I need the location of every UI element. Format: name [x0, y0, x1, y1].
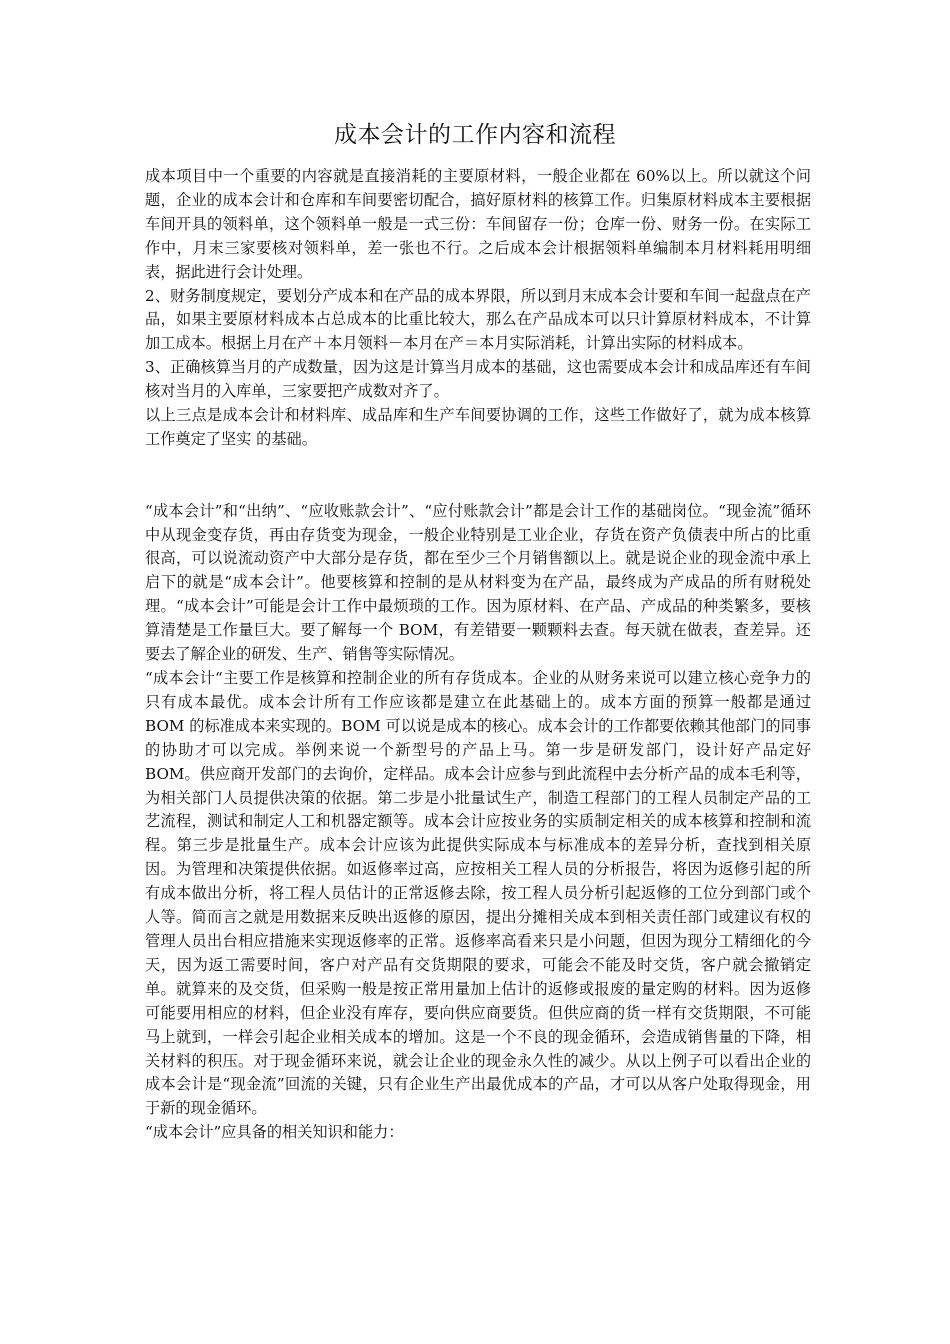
- document-title: 成本会计的工作内容和流程: [334, 122, 616, 148]
- paragraph-point-2: 2、财务制度规定，要划分产成本和在产品的成本界限，所以到月末成本会计要和车间一起盘点在产品，如果主要原材料成本占总成本的比重比较大，那么在产品成本可以只计算原材料成本，不计算加工成本。根据上月在产＋本月领料－本月在产＝本月实际消耗，计算出实际的材料成本。: [145, 286, 811, 353]
- section-gap: [145, 452, 811, 500]
- paragraph-direct-materials: 成本项目中一个重要的内容就是直接消耗的主要原材料，一般企业都在 60%以上。所以就这个问题，企业的成本会计和仓库和车间要密切配合，搞好原材料的核算工作。归集原材料成本主要根据车间开具的领料单，这个领料单一般是一式三份：车间留存一份；仓库一份、财务一份。在实际工作中，月末三家要核对领料单，差一张也不行。之后成本会计根据领料单编制本月材料耗用明细表，据此进行会计处理。: [145, 167, 811, 281]
- paragraph-basic-positions: “成本会计”和“出纳”、“应收账款会计”、“应付账款会计”都是会计工作的基础岗位。“现金流”循环中从现金变存货，再由存货变为现金，一般企业特别是工业企业，存货在资产负债表中所占的比重很高，可以说流动资产中大部分是存货，都在至少三个月销售额以上。就是说企业的现金流中承上启下的就是“成本会计”。他要核算和控制的是从材料变为在产品，最终成为产成品的所有财税处理。“成本会计”可能是会计工作中最烦琐的工作。因为原材料、在产品、产成品的种类繁多，要核算清楚是工作量巨大。要了解每一个 BOM，有差错要一颗颗料去查。每天就在做表，查差异。还要去了解企业的研发、生产、销售等实际情况。: [145, 501, 811, 664]
- document-body: [145, 165, 811, 1145]
- paragraph-point-3: 3、正确核算当月的产成数量，因为这是计算当月成本的基础，这也需要成本会计和成品库还有车间核对当月的入库单，三家要把产成数对齐了。: [145, 358, 811, 401]
- paragraph-knowledge-heading: “成本会计”应具备的相关知识和能力：: [145, 1123, 404, 1142]
- paragraph-main-work: “成本会计“主要工作是核算和控制企业的所有存货成本。企业的从财务来说可以建立核心竞争力的只有成本最优。成本会计所有工作应该都是建立在此基础上的。成本方面的预算一般都是通过 BOM 的标准成本来实现的。BOM 可以说是成本的核心。成本会计的工作都要依赖其他部门的同事的协助才可以完成。举例来说一个新型号的产品上马。第一步是研发部门，设计好产品定好 BOM。供应商开发部门的去询价，定样品。成本会计应参与到此流程中去分析产品的成本毛利等，为相关部门人员提供决策的依据。第二步是小批量试生产，制造工程部门的工程人员制定产品的工艺流程，测试和制定人工和机器定额等。成本会计应按业务的实质制定相关的成本核算和控制和流程。第三步是批量生产。成本会计应该为此提供实际成本与标准成本的差异分析，查找到相关原因。为管理和决策提供依据。如返修率过高，应按相关工程人员的分析报告，将因为返修引起的所有成本做出分析，将工程人员估计的正常返修去除，按工程人员分析引起返修的工位分到部门或个人等。简而言之就是用数据来反映出返修的原因，提出分摊相关成本到相关责任部门或建议有权的管理人员出台相应措施来实现返修率的正常。返修率高看来只是小问题，但因为现分工精细化的今天，因为返工需要时间，客户对产品有交货期限的要求，可能会不能及时交货，客户就会撤销定单。就算来的及交货，但采购一般是按正常用量加上估计的返修或报废的量定购的材料。因为返修可能要用相应的材料，但企业没有库存，要向供应商要货。但供应商的货一样有交货期限，不可能马上就到，一样会引起企业相关成本的增加。这是一个不良的现金循环，会造成销售量的下降，相关材料的积压。对于现金循环来说，就会让企业的现金永久性的减少。从以上例子可以看出企业的成本会计是“现金流”回流的关键，只有企业生产出最优成本的产品，才可以从客户处取得现金，用于新的现金循环。: [145, 669, 811, 1118]
- paragraph-summary: 以上三点是成本会计和材料库、成品库和生产车间要协调的工作，这些工作做好了，就为成本核算工作奠定了坚实 的基础。: [145, 406, 811, 448]
